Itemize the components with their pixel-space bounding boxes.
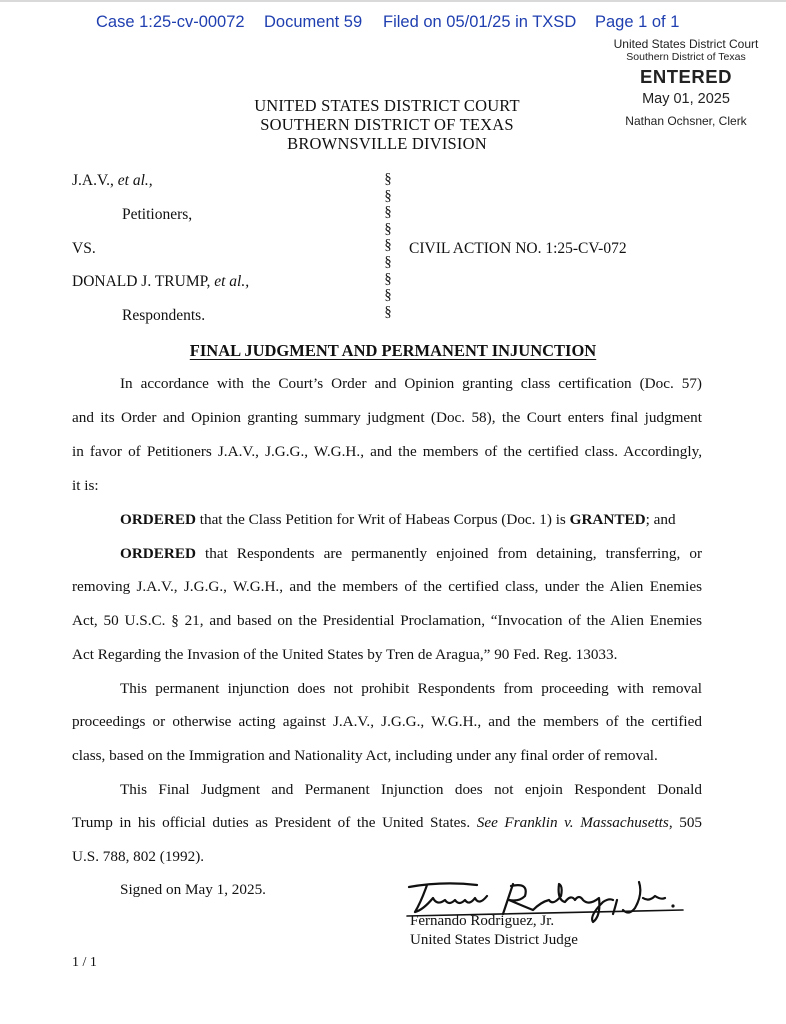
section-symbol: § [384, 171, 392, 187]
paragraph-line: class, based on the Immigration and Nationality Act, including under any final order of removal. [72, 747, 658, 764]
signed-date: Signed on May 1, 2025. [120, 881, 266, 898]
stamp-clerk: Nathan Ochsner, Clerk [625, 114, 747, 128]
paragraph-line: This permanent injunction does not prohibit Respondents from proceeding with removal [120, 680, 702, 697]
section-symbol: § [384, 187, 392, 204]
stamp-date: May 01, 2025 [642, 91, 730, 107]
court-name: UNITED STATES DISTRICT COURT [254, 96, 520, 115]
court-division: BROWNSVILLE DIVISION [287, 134, 487, 153]
paragraph-line: U.S. 788, 802 (1992). [72, 848, 205, 865]
section-symbol: § [384, 303, 392, 320]
caption-petitioners-label: Petitioners, [122, 206, 193, 223]
judge-title: United States District Judge [410, 932, 578, 948]
section-symbol: § [384, 287, 392, 304]
civil-action-number: CIVIL ACTION NO. 1:25-CV-072 [409, 240, 627, 257]
caption-respondent: DONALD J. TRUMP, et al., [72, 273, 250, 290]
paragraph-line: This Final Judgment and Permanent Injunction does not enjoin Respondent Donald [120, 781, 702, 798]
paragraph-line: it is: [72, 477, 99, 494]
stamp-court: United States District Court [613, 37, 759, 51]
section-symbol-column [382, 171, 394, 320]
court-district: SOUTHERN DISTRICT OF TEXAS [260, 115, 514, 134]
top-border [0, 0, 786, 2]
header-page-count: Page 1 of 1 [595, 13, 680, 31]
section-symbol: § [384, 253, 392, 270]
section-symbol: § [384, 270, 392, 287]
paragraph-line: in favor of Petitioners J.A.V., J.G.G., W.G.H., and the members of the certified class. Accordingly, [72, 443, 702, 460]
document-title: FINAL JUDGMENT AND PERMANENT INJUNCTION [189, 341, 597, 360]
header-case-number: Case 1:25-cv-00072 [96, 13, 245, 31]
section-symbol: § [384, 237, 392, 254]
header-document-number: Document 59 [264, 13, 363, 31]
paragraph-line: and its Order and Opinion granting summary judgment (Doc. 58), the Court enters final judgment [72, 409, 702, 426]
ordered-injunction-line: ORDERED that Respondents are permanently enjoined from detaining, transferring, or [120, 545, 702, 562]
paragraph-line: Act Regarding the Invasion of the United States by Tren de Aragua,” 90 Fed. Reg. 13033. [72, 646, 618, 663]
paragraph-line-citation: Trump in his official duties as President of the United States. See Franklin v. Massachusetts, 505 [72, 814, 703, 831]
caption-vs: VS. [72, 240, 96, 257]
paragraph-line: proceedings or otherwise acting against J.A.V., J.G.G., W.G.H., and the members of the certified [72, 713, 702, 730]
paragraph-line: Act, 50 U.S.C. § 21, and based on the Presidential Proclamation, “Invocation of the Alien Enemies [72, 612, 702, 629]
footer-page-number: 1 / 1 [72, 955, 97, 970]
caption-respondents-label: Respondents. [122, 307, 206, 324]
caption-petitioner: J.A.V., et al., [72, 172, 153, 189]
stamp-district: Southern District of Texas [626, 51, 746, 63]
ordered-granted-line: ORDERED that the Class Petition for Writ of Habeas Corpus (Doc. 1) is GRANTED; and [120, 511, 676, 528]
header-filed-date: Filed on 05/01/25 in TXSD [383, 13, 577, 31]
paragraph-line: removing J.A.V., J.G.G., W.G.H., and the members of the certified class, under the Alien Enemies [72, 578, 702, 595]
section-symbol: § [384, 204, 392, 221]
judge-name: Fernando Rodriguez, Jr. [410, 913, 555, 929]
section-symbol: § [384, 220, 392, 237]
paragraph-line: In accordance with the Court’s Order and Opinion granting class certification (Doc. 57) [120, 375, 702, 392]
stamp-entered: ENTERED [640, 66, 732, 87]
